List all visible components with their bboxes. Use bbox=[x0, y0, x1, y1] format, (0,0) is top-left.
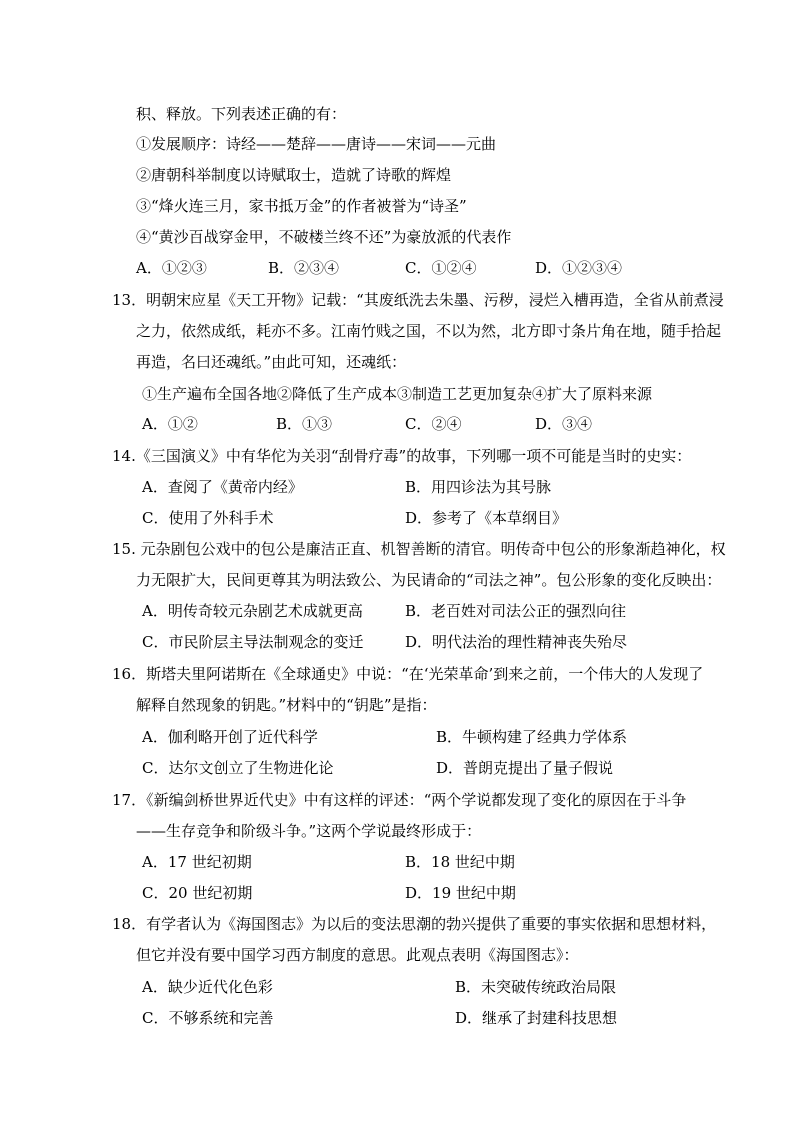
q13-option-c: C．②④ bbox=[405, 415, 462, 433]
q12-option-c: C．①②④ bbox=[405, 259, 477, 277]
q14-option-a: A．查阅了《黄帝内经》 bbox=[142, 478, 303, 496]
q16-stem-line-2: 解释自然现象的钥匙。”材料中的“钥匙”是指： bbox=[136, 696, 437, 714]
q13-stem-line-1: 13．明朝宋应星《天工开物》记载：“其废纸洗去朱墨、污秽，浸烂入槽再造，全省从前煮浸 bbox=[112, 291, 724, 309]
q13-items: ①生产遍布全国各地②降低了生产成本③制造工艺更加复杂④扩大了原料来源 bbox=[142, 385, 653, 403]
q14-option-b: B．用四诊法为其号脉 bbox=[405, 478, 552, 496]
q13-stem-line-2: 之力，依然成纸，耗亦不多。江南竹贱之国，不以为然，北方即寸条片角在地，随手拾起 bbox=[136, 322, 722, 340]
q16-option-a: A．伽利略开创了近代科学 bbox=[142, 728, 318, 746]
q13-option-b: B．①③ bbox=[276, 415, 333, 433]
q16-option-b: B．牛顿构建了经典力学体系 bbox=[436, 728, 628, 746]
q12-option-b: B．②③④ bbox=[268, 259, 340, 277]
q13-stem-line-3: 再造，名曰还魂纸。”由此可知，还魂纸： bbox=[136, 353, 407, 371]
q17-stem-line-1: 17．《新编剑桥世界近代史》中有这样的评述：“两个学说都发现了变化的原因在于斗争 bbox=[112, 791, 687, 809]
q17-option-a: A．17 世纪初期 bbox=[142, 853, 252, 871]
q16-option-d: D．普朗克提出了量子假说 bbox=[436, 759, 614, 777]
q16-option-c: C．达尔文创立了生物进化论 bbox=[142, 759, 334, 777]
q18-option-b: B．未突破传统政治局限 bbox=[455, 978, 617, 996]
q14-stem: 14.《三国演义》中有华佗为关羽“刮骨疗毒”的故事，下列哪一项不可能是当时的史实： bbox=[112, 447, 692, 465]
q12-item-2: ②唐朝科举制度以诗赋取士，造就了诗歌的辉煌 bbox=[136, 166, 452, 184]
q12-option-d: D．①②③④ bbox=[535, 259, 623, 277]
q17-option-c: C．20 世纪初期 bbox=[142, 884, 253, 902]
q12-stem-tail: 积、释放。下列表述正确的有： bbox=[136, 105, 347, 123]
q17-stem-line-2: ——生存竞争和阶级斗争。”这两个学说最终形成于： bbox=[136, 822, 482, 840]
q12-option-a: A．①②③ bbox=[136, 259, 207, 277]
q18-option-a: A．缺少近代化色彩 bbox=[142, 978, 273, 996]
q15-stem-line-1: 15. 元杂剧包公戏中的包公是廉洁正直、机智善断的清官。明传奇中包公的形象渐趋神化，权 bbox=[112, 540, 726, 558]
q16-stem-line-1: 16．斯塔夫里阿诺斯在《全球通史》中说：“在‘光荣革命’到来之前，一个伟大的人发现了 bbox=[112, 665, 704, 683]
q14-option-c: C．使用了外科手术 bbox=[142, 509, 274, 527]
q15-option-c: C．市民阶层主导法制观念的变迁 bbox=[142, 633, 364, 651]
q12-item-3: ③“烽火连三月，家书抵万金”的作者被誉为“诗圣” bbox=[136, 197, 467, 215]
q15-stem-line-2: 力无限扩大，民间更尊其为明法致公、为民请命的“司法之神”。包公形象的变化反映出： bbox=[136, 571, 722, 589]
q17-option-d: D．19 世纪中期 bbox=[405, 884, 516, 902]
q15-option-a: A．明传奇较元杂剧艺术成就更高 bbox=[142, 602, 363, 620]
q18-option-c: C．不够系统和完善 bbox=[142, 1009, 274, 1027]
q13-option-d: D．③④ bbox=[535, 415, 593, 433]
q12-item-1: ①发展顺序：诗经——楚辞——唐诗——宋词——元曲 bbox=[136, 135, 497, 153]
q17-option-b: B．18 世纪中期 bbox=[405, 853, 515, 871]
q18-option-d: D．继承了封建科技思想 bbox=[455, 1009, 618, 1027]
q18-stem-line-1: 18．有学者认为《海国图志》为以后的变法思潮的勃兴提供了重要的事实依据和思想材料， bbox=[112, 915, 717, 933]
q18-stem-line-2: 但它并没有要中国学习西方制度的意思。此观点表明《海国图志》： bbox=[136, 946, 579, 964]
q13-option-a: A．①② bbox=[142, 415, 198, 433]
q15-option-d: D．明代法治的理性精神丧失殆尽 bbox=[405, 633, 628, 651]
q14-option-d: D．参考了《本草纲目》 bbox=[405, 509, 568, 527]
q15-option-b: B．老百姓对司法公正的强烈向往 bbox=[405, 602, 627, 620]
q12-item-4: ④“黄沙百战穿金甲，不破楼兰终不还”为豪放派的代表作 bbox=[136, 228, 512, 246]
